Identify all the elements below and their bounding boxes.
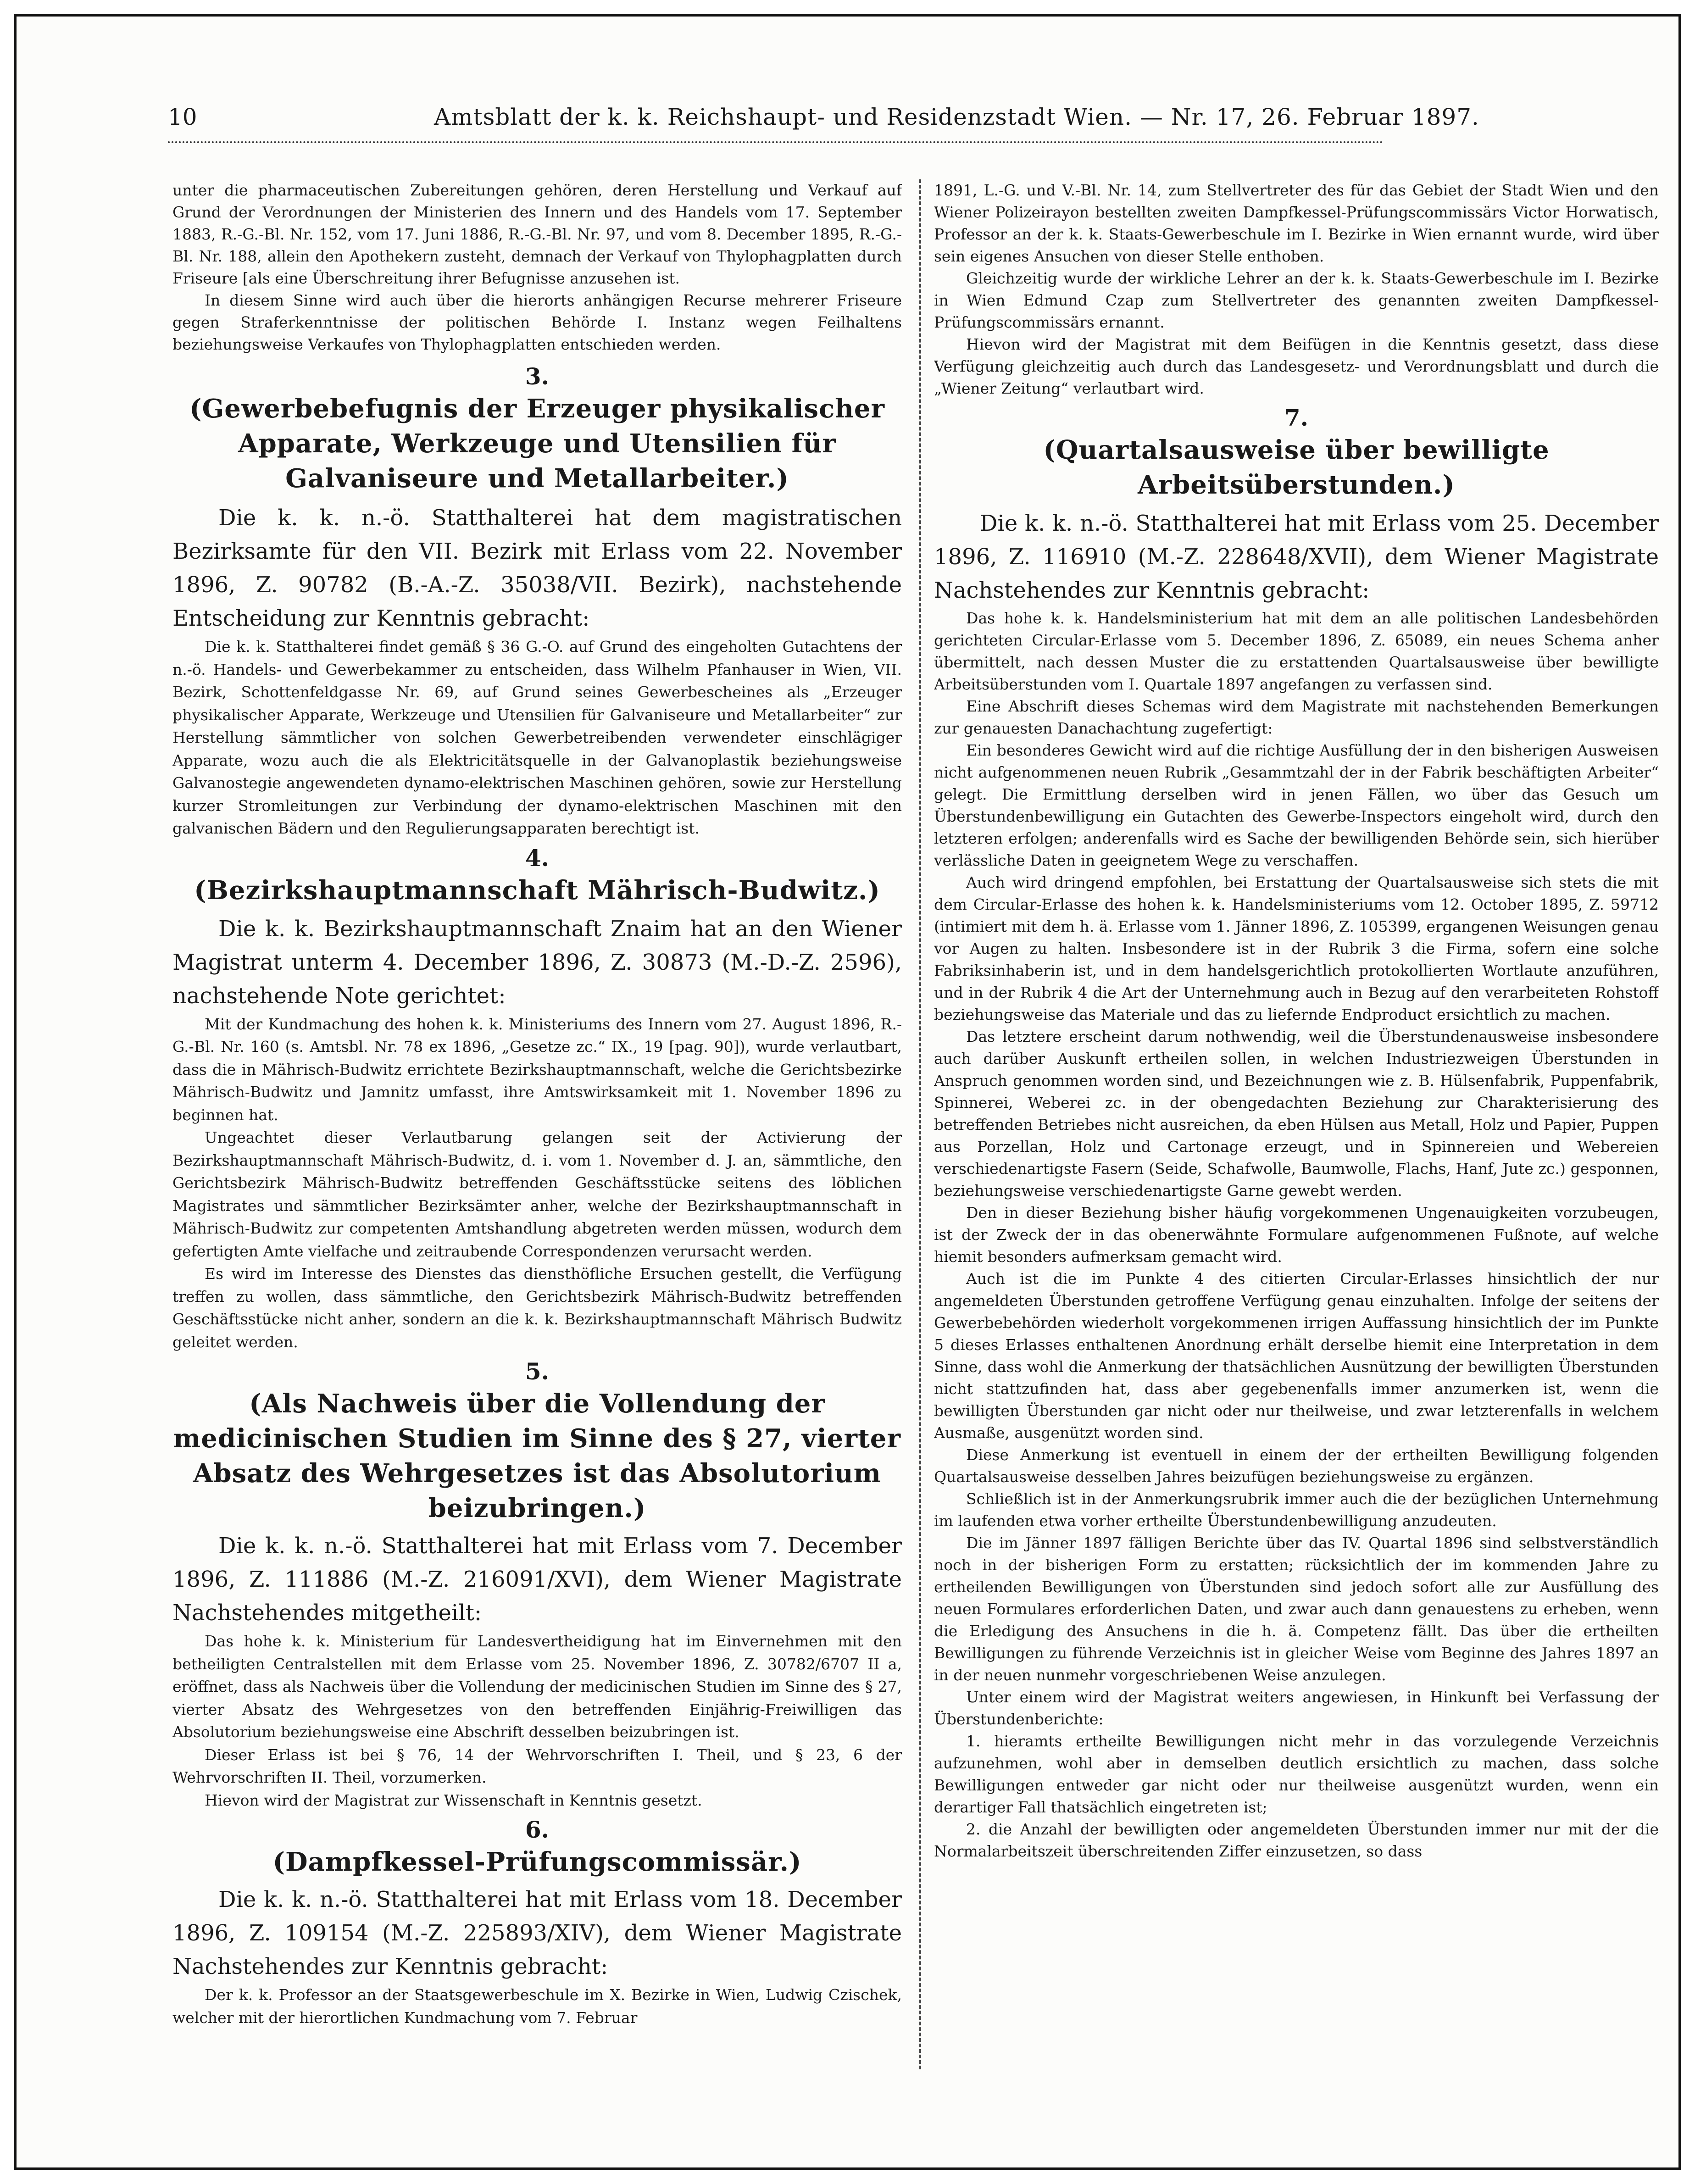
section-body: Das letztere erscheint darum nothwendig, weil die Überstundenausweise insbesondere auch darüber Auskunft ertheilen sollen, in welchen Industriezweigen Überstunden in Anspruch genommen worden sind, und Bezeichnungen wie z. B. Hülsenfabrik, Puppenfabrik, Spinnerei, Weberei zc. in der obengedachten Beziehung zur Charakterisierung des betreffenden Betriebes nicht ausreichen, da eben Hülsen aus Metall, Holz und Papier, Puppen aus Porzellan, Holz und Cartonage erzeugt, und in Spinnereien und Webereien verschiedenartigste Fasern (Seide, Schafwolle, Baumwolle, Flachs, Hanf, Jute zc.) gesponnen, beziehungsweise verschiedenartigste Garne gewebt werden. xyxy=(934,1028,1659,1200)
page-header xyxy=(168,94,1479,145)
section-title: (Bezirkshauptmannschaft Mährisch-Budwitz.) xyxy=(194,875,880,906)
intro-paragraph: In diesem Sinne wird auch über die hierorts anhängigen Recurse mehrerer Friseure gegen Straferkenntnisse der politischen Behörde I. Instanz wegen Feilhaltens beziehungsweise Verkaufes von Thylophagplatten entschieden werden. xyxy=(172,291,902,353)
section-title: (Dampfkessel-Prüfungscommissär.) xyxy=(272,1847,802,1877)
section-number: 4. xyxy=(525,844,550,872)
section-body: Schließlich ist in der Anmerkungsrubrik immer auch die der bezüglichen Unternehmung im laufenden etwa vorher ertheilte Überstundenbewilligung anzudeuten. xyxy=(934,1490,1659,1530)
section-body: 1. hieramts ertheilte Bewilligungen nicht mehr in das vorzulegende Verzeichnis aufzunehmen, wohl aber in demselben deutlich ersichtlich zu machen, dass solche Bewilligungen entweder gar nicht oder nur theilweise ausgenützt wurden, wenn ein derartiger Fall thatsächlich eingetreten ist; xyxy=(934,1732,1659,1816)
header-rule xyxy=(168,141,1384,143)
section-body: Die im Jänner 1897 fälligen Berichte über das IV. Quartal 1896 sind selbstverständlich noch in der bisherigen Form zu erstatten; rücksichtlich der im kommenden Jahre zu ertheilenden Bewilligungen von Überstunden sind jedoch sofort alle zur Ausfüllung des neuen Formulares erforderlichen Daten, und zwar auch dann genauestens zu erheben, wenn die Erledigung des Ansuchens in die h. ä. Competenz fällt. Das über die ertheilten Bewilligungen zu führende Verzeichnis ist in gleicher Weise vom Beginne des Jahres 1897 an in der neuen nunmehr vorgeschriebenen Weise anzulegen. xyxy=(934,1534,1659,1684)
section-title: (Quartalsausweise über bewilligte Arbeitsüberstunden.) xyxy=(1043,435,1550,500)
section-body: Auch ist die im Punkte 4 des citierten Circular-Erlasses hinsichtlich der nur angemeldeten Überstunden getroffene Verfügung genau einzuhalten. Infolge der seitens der Gewerbebehörden wiederholt vorgekommenen irrigen Auffassung hinsichtlich der im Punkte 5 dieses Erlasses enthaltenen Anordnung erhält derselbe hiemit eine Interpretation in dem Sinne, dass wohl die Anmerkung der thatsächlichen Ausnützung der bewilligten Überstunden nicht stattzufinden hat, dass aber gegebenenfalls immer anzumerken ist, wenn die bewilligten Überstunden gar nicht oder nur theilweise, und zwar letzterenfalls in welchem Ausmaße, ausgenützt worden sind. xyxy=(934,1270,1659,1442)
section-body: Die k. k. Statthalterei findet gemäß § 36 G.-O. auf Grund des eingeholten Gutachtens der n.-ö. Handels- und Gewerbekammer zu entscheiden, dass Wilhelm Pfanhauser in Wien, VII. Bezirk, Schottenfeldgasse Nr. 69, auf Grund seines Gewerbescheines als „Erzeuger physikalischer Apparate, Werkzeuge und Utensilien für Galvaniseure und Metallarbeiter“ zur Herstellung sämmtlicher von solchen Gewerbetreibenden verwendeter einschlägiger Apparate, wozu auch die als Elektricitätsquelle in der Galvanoplastik beziehungsweise Galvanostegie angewendeten dynamo-elektrischen Maschinen gehören, sowie zur Herstellung kurzer Stromleitungen zur Verbindung der dynamo-elektrischen Maschinen mit den galvanischen Bädern und den Regulierungsapparaten berechtigt ist. xyxy=(172,638,902,837)
section-number: 7. xyxy=(1284,404,1309,431)
page-number: 10 xyxy=(168,104,197,130)
continued-paragraph: 1891, L.-G. und V.-Bl. Nr. 14, zum Stellvertreter des für das Gebiet der Stadt Wien und den Wiener Polizeirayon bestellten zweiten Dampfkessel-Prüfungscommissärs Victor Horwatisch, Professor an der k. k. Staats-Gewerbeschule im I. Bezirke in Wien ernannt wurde, wird über sein eigenes Ansuchen von dieser Stelle enthoben. xyxy=(934,181,1659,265)
newspaper-page xyxy=(14,14,1681,2170)
section-body: Diese Anmerkung ist eventuell in einem der der ertheilten Bewilligung folgenden Quartalsausweise desselben Jahres beizufügen beziehungsweise zu ergänzen. xyxy=(934,1446,1659,1486)
section-body: Das hohe k. k. Ministerium für Landesvertheidigung hat im Einvernehmen mit den betheiligten Centralstellen mit dem Erlasse vom 25. November 1896, Z. 30782/6707 II a, eröffnet, dass als Nachweis über die Vollendung der medicinischen Studien im Sinne des § 27, vierter Absatz des Wehrgesetzes von den betreffenden Einjährig-Freiwilligen das Absolutorium beziehungsweise eine Abschrift desselben beizubringen ist. xyxy=(172,1632,902,1741)
section-body: 2. die Anzahl der bewilligten oder angemeldeten Überstunden immer nur mit der die Normalarbeitszeit überschreitenden Ziffer einzusetzen, so dass xyxy=(934,1820,1659,1860)
continued-paragraph: Gleichzeitig wurde der wirkliche Lehrer an der k. k. Staats-Gewerbeschule im I. Bezirke in Wien Edmund Czap zum Stellvertreter des genannten zweiten Dampfkessel-Prüfungscommissärs ernannt. xyxy=(934,269,1659,331)
section-body: Ein besonderes Gewicht wird auf die richtige Ausfüllung der in den bisherigen Ausweisen nicht aufgenommenen neuen Rubrik „Gesammtzahl der in der Fabrik beschäftigten Arbeiter“ gelegt. Die Ermittlung derselben wird in jenen Fällen, wo über das Gesuch um Überstundenbewilligung ein Gutachten des Gewerbe-Inspectors eingeholt wird, durch den letzteren erfolgen; anderenfalls wird es Sache der bewilligenden Behörde sein, sich hierüber verlässliche Daten in geeignetem Wege zu verschaffen. xyxy=(934,741,1659,869)
section-title: (Als Nachweis über die Vollendung der medicinischen Studien im Sinne des § 27, vierter Absatz des Wehrgesetzes ist das Absolutorium beizubringen.) xyxy=(173,1389,901,1523)
column-divider xyxy=(919,179,921,2069)
masthead-title: Amtsblatt der k. k. Reichshaupt- und Residenzstadt Wien. — Nr. 17, 26. Februar 1897. xyxy=(434,104,1479,130)
section-lead: Die k. k. Bezirkshauptmannschaft Znaim hat an den Wiener Magistrat unterm 4. December 1896, Z. 30873 (M.-D.-Z. 2596), nachstehende Note gerichtet: xyxy=(172,916,902,1009)
section-body: Den in dieser Beziehung bisher häufig vorgekommenen Ungenauigkeiten vorzubeugen, ist der Zweck der in das obenerwähnte Formulare aufgenommenen Fußnote, auf welche hiemit besonders aufmerksam gemacht wird. xyxy=(934,1204,1659,1266)
section-lead: Die k. k. n.-ö. Statthalterei hat mit Erlass vom 18. December 1896, Z. 109154 (M.-Z. 225893/XIV), dem Wiener Magistrate Nachstehendes zur Kenntnis gebracht: xyxy=(172,1887,902,1979)
section-body: Dieser Erlass ist bei § 76, 14 der Wehrvorschriften I. Theil, und § 23, 6 der Wehrvorschriften II. Theil, vorzumerken. xyxy=(172,1745,902,1786)
section-body: Unter einem wird der Magistrat weiters angewiesen, in Hinkunft bei Verfassung der Überstundenberichte: xyxy=(934,1688,1659,1728)
section-body: Das hohe k. k. Handelsministerium hat mit dem an alle politischen Landesbehörden gerichteten Circular-Erlasse vom 5. December 1896, Z. 65089, ein neues Schema anher übermittelt, nach dessen Muster die zu erstattenden Quartalsausweise über bewilligte Arbeitsüberstunden vom I. Quartale 1897 angefangen zu verfassen sind. xyxy=(934,609,1659,693)
section-lead: Die k. k. n.-ö. Statthalterei hat mit Erlass vom 25. December 1896, Z. 116910 (M.-Z. 228648/XVII), dem Wiener Magistrate Nachstehendes zur Kenntnis gebracht: xyxy=(934,511,1659,603)
section-body: Eine Abschrift dieses Schemas wird dem Magistrate mit nachstehenden Bemerkungen zur genauesten Danachachtung zugefertigt: xyxy=(934,697,1659,737)
right-column xyxy=(934,179,1659,2083)
intro-paragraph: unter die pharmaceutischen Zubereitungen gehören, deren Herstellung und Verkauf auf Grund der Verordnungen der Ministerien des Innern und des Handels vom 17. September 1883, R.-G.-Bl. Nr. 152, vom 17. Juni 1886, R.-G.-Bl. Nr. 97, und vom 8. December 1895, R.-G.-Bl. Nr. 188, allein den Apothekern zusteht, demnach der Verkauf von Thylophagplatten durch Friseure [als eine Überschreitung ihrer Befugnisse anzusehen ist. xyxy=(172,181,902,287)
section-body: Mit der Kundmachung des hohen k. k. Ministeriums des Innern vom 27. August 1896, R.-G.-Bl. Nr. 160 (s. Amtsbl. Nr. 78 ex 1896, „Gesetze zc.“ IX., 19 [pag. 90]), wurde verlautbart, dass die in Mährisch-Budwitz errichtete Bezirkshauptmannschaft, welche die Gerichtsbezirke Mährisch-Budwitz und Jamnitz umfasst, ihre Amtswirksamkeit mit 1. November 1896 zu beginnen hat. xyxy=(172,1015,902,1124)
section-lead: Die k. k. n.-ö. Statthalterei hat dem magistratischen Bezirksamte für den VII. Bezirk mit Erlass vom 22. November 1896, Z. 90782 (B.-A.-Z. 35038/VII. Bezirk), nachstehende Entscheidung zur Kenntnis gebracht: xyxy=(172,505,902,631)
section-body: Es wird im Interesse des Dienstes das diensthöfliche Ersuchen gestellt, die Verfügung treffen zu wollen, dass sämmtliche, den Gerichtsbezirk Mährisch-Budwitz betreffenden Geschäftsstücke nicht anher, sondern an die k. k. Bezirkshauptmannschaft Mährisch Budwitz geleitet werden. xyxy=(172,1265,902,1351)
section-number: 5. xyxy=(525,1358,550,1385)
section-title: (Gewerbebefugnis der Erzeuger physikalischer Apparate, Werkzeuge und Utensilien für Galvaniseure und Metallarbeiter.) xyxy=(189,394,885,494)
section-body: Hievon wird der Magistrat zur Wissenschaft in Kenntnis gesetzt. xyxy=(205,1791,702,1809)
section-body: Ungeachtet dieser Verlautbarung gelangen seit der Activierung der Bezirkshauptmannschaft Mährisch-Budwitz, d. i. vom 1. November d. J. an, sämmtliche, den Gerichtsbezirk Mährisch-Budwitz betreffenden Geschäftsstücke seitens des löblichen Magistrates und sämmtlicher Bezirksämter anher, welche der Bezirkshauptmannschaft in Mährisch-Budwitz zur competenten Amtshandlung abgetreten werden müssen, wodurch dem gefertigten Amte vielfache und zeitraubende Correspondenzen verursacht werden. xyxy=(172,1128,902,1260)
section-lead: Die k. k. n.-ö. Statthalterei hat mit Erlass vom 7. December 1896, Z. 111886 (M.-Z. 216091/XVI), dem Wiener Magistrate Nachstehendes mitgetheilt: xyxy=(172,1533,902,1626)
continued-paragraph: Hievon wird der Magistrat mit dem Beifügen in die Kenntnis gesetzt, dass diese Verfügung gleichzeitig auch durch das Landesgesetz- und Verordnungsblatt und durch die „Wiener Zeitung“ verlautbart wird. xyxy=(934,335,1659,397)
section-body: Der k. k. Professor an der Staatsgewerbeschule im X. Bezirke in Wien, Ludwig Czischek, welcher mit der hierortlichen Kundmachung vom 7. Februar xyxy=(172,1986,902,2027)
section-number: 6. xyxy=(525,1816,550,1843)
section-number: 3. xyxy=(525,363,550,390)
left-column xyxy=(172,179,902,2083)
section-body: Auch wird dringend empfohlen, bei Erstattung der Quartalsausweise sich stets die mit dem Circular-Erlasse des hohen k. k. Handelsministeriums vom 12. October 1895, Z. 59712 (intimiert mit dem h. ä. Erlasse vom 1. Jänner 1896, Z. 105399, ergangenen Weisungen genau vor Augen zu halten. Insbesondere ist in der Rubrik 3 die Firma, sofern eine solche Fabriksinhaberin ist, und in dem handelsgerichtlich protokollierten Wortlaute anzuführen, und in der Rubrik 4 die Art der Unternehmung auch in Bezug auf den verarbeiteten Rohstoff beziehungsweise das Materiale und das zu liefernde Endproduct ersichtlich zu machen. xyxy=(934,873,1659,1023)
